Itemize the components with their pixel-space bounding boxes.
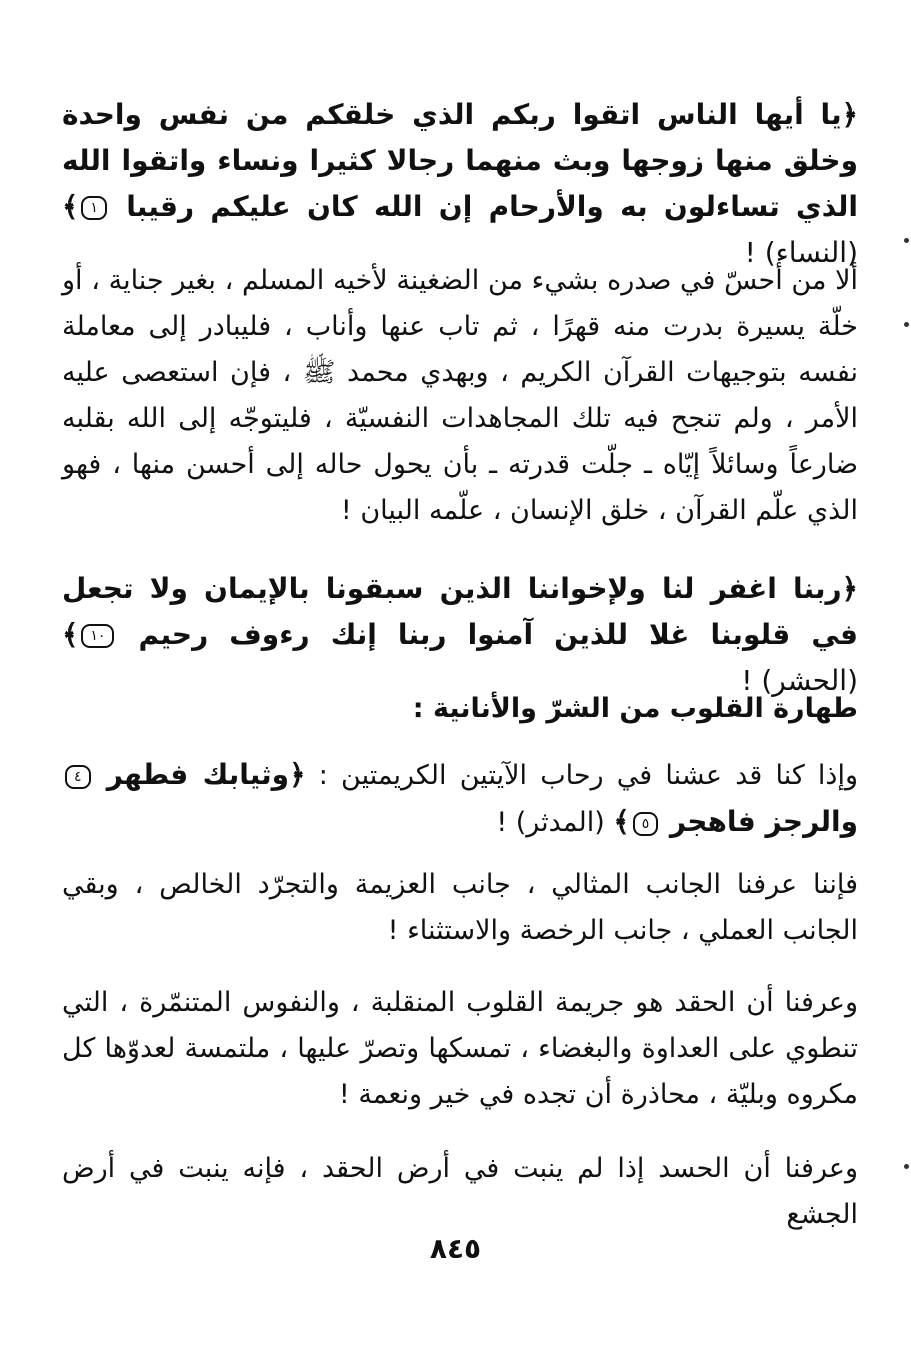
surah-reference: (المدثر) ! (496, 807, 605, 838)
ayah-number: ٤ (65, 765, 91, 789)
body-paragraph: فإننا عرفنا الجانب المثالي ، جانب العزيمة والتجرّد الخالص ، وبقي الجانب العملي ، جانب الرخصة والاستثناء ! (62, 869, 858, 946)
margin-mark (904, 1164, 909, 1169)
verse-open-bracket: ﴿ (289, 758, 306, 791)
page-number: ٨٤٥ (429, 1232, 482, 1265)
verse-text: يا أيها الناس اتقوا ربكم الذي خلقكم من نفس واحدة وخلق منها زوجها وبث منهما رجالا كثيرا ونساء واتقوا الله الذي تساءلون به والأرحام إن الله كان عليكم رقيبا (62, 98, 858, 223)
ayah-number: ١ (81, 196, 107, 220)
verse-text: والرجز فاهجر (669, 805, 858, 838)
surah-reference: (النساء) ! (744, 236, 858, 269)
quran-verse-hashr (62, 566, 858, 704)
verse-close-bracket: ﴾ (62, 618, 79, 651)
margin-mark (904, 322, 909, 327)
body-paragraph: ألا من أحسّ في صدره بشيء من الضغينة لأخيه المسلم ، بغير جناية ، أو خلّة يسيرة بدرت منه قهرًا ، ثم تاب عنها وأناب ، فليبادر إلى معاملة نفسه بتوجيهات القرآن الكريم ، وبهدي محمد ﷺ ، فإن استعصى عليه الأمر ، ولم تنجح فيه تلك المجاهدات النفسيّة ، فليتوجّه إلى الله بقلبه ضارعاً وسائلاً إيّاه ـ جلّت قدرته ـ بأن يحول حاله إلى أحسن منها ، فهو الذي علّم القرآن ، خلق الإنسان ، علّمه البيان ! (62, 265, 858, 526)
verse-text: وثيابك فطهر (106, 758, 290, 791)
body-paragraph: وعرفنا أن الحقد هو جريمة القلوب المنقلبة ، والنفوس المتنمّرة ، التي تنطوي على العداوة والبغضاء ، تمسكها وتصرّ عليها ، ملتمسة لعدوّها كل مكروه وبليّة ، محاذرة أن تجده في خير ونعمة ! (62, 987, 858, 1110)
verse-close-bracket: ﴾ (62, 190, 79, 223)
ayah-number: ٥ (633, 812, 659, 836)
verse-close-bracket: ﴾ (613, 805, 630, 838)
verse-open-bracket: ﴿ (841, 572, 858, 605)
verse-open-bracket: ﴿ (841, 98, 858, 131)
section-heading: طهارة القلوب من الشرّ والأنانية : (412, 693, 858, 724)
body-paragraph: وعرفنا أن الحسد إذا لم ينبت في أرض الحقد ، فإنه ينبت في أرض الجشع (62, 1153, 858, 1230)
verse-text: ربنا اغفر لنا ولإخواننا الذين سبقونا بالإيمان ولا تجعل في قلوبنا غلا للذين آمنوا ربنا إنك رءوف رحيم (62, 572, 858, 651)
verse-intro: وإذا كنا قد عشنا في رحاب الآيتين الكريمتين : (318, 760, 858, 791)
margin-mark (904, 238, 909, 243)
surah-reference: (الحشر) ! (741, 664, 858, 697)
quran-verse-nisa (62, 92, 858, 276)
quran-verse-muddaththir (62, 752, 858, 846)
ayah-number: ١٠ (81, 624, 114, 648)
